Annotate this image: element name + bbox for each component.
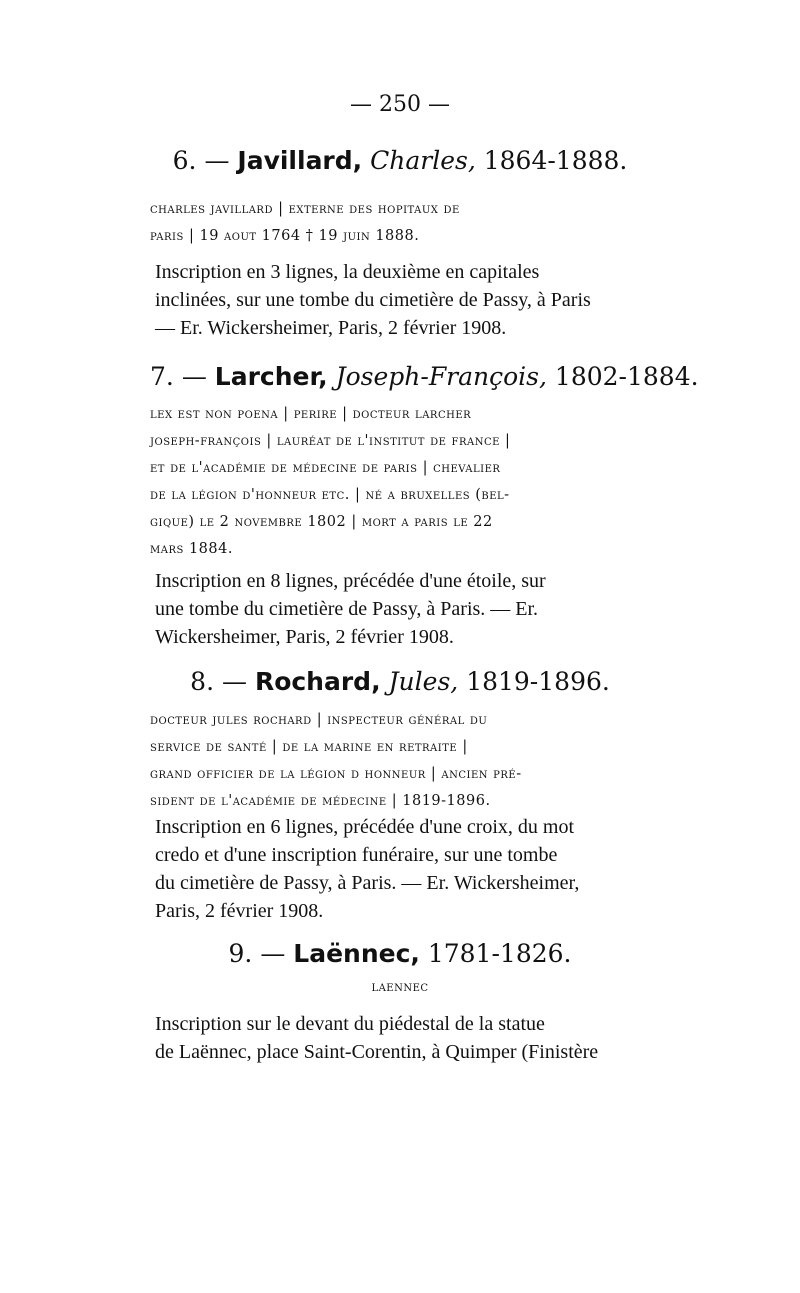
- entry-dash: —: [221, 667, 247, 696]
- note-6: [155, 258, 647, 342]
- note-7: [155, 567, 647, 651]
- entry-firstname: Joseph-François,: [335, 362, 547, 391]
- inscription-line: laennec: [371, 979, 429, 995]
- note-line: du cimetière de Passy, à Paris. — Er. Wickersheimer,: [155, 872, 580, 894]
- entry-dates: 1802-1884.: [554, 362, 699, 391]
- entry-heading-6: [150, 146, 650, 175]
- note-8: [155, 813, 647, 925]
- note-line: Inscription en 6 lignes, précédée d'une croix, du mot: [155, 816, 575, 838]
- note-9: [155, 1010, 647, 1066]
- entry-dates: 1781-1826.: [427, 939, 572, 968]
- inscription-line: grand officier de la légion d honneur | ancien pré-: [150, 766, 522, 782]
- note-line: credo et d'une inscription funéraire, sur une tombe: [155, 844, 558, 866]
- entry-number: 9.: [228, 939, 253, 968]
- page-number: — 250 —: [350, 92, 450, 117]
- entry-firstname: Jules,: [388, 667, 459, 696]
- inscription-line: et de l'académie de médecine de paris | chevalier: [150, 460, 501, 476]
- entry-number: 8.: [190, 667, 215, 696]
- note-line: une tombe du cimetière de Passy, à Paris. — Er.: [155, 598, 539, 620]
- note-line: Inscription en 3 lignes, la deuxième en capitales: [155, 261, 540, 283]
- inscription-7: [150, 401, 650, 563]
- inscription-9: [150, 974, 650, 1001]
- inscription-line: mars 1884.: [150, 541, 233, 557]
- inscription-line: joseph-françois | lauréat de l'institut de france |: [150, 433, 511, 449]
- entry-dash: —: [260, 939, 286, 968]
- inscription-line: lex est non poena | perire | docteur larcher: [150, 406, 472, 422]
- entry-surname: Larcher,: [214, 362, 328, 391]
- inscription-line: paris | 19 aout 1764 † 19 juin 1888.: [150, 228, 420, 244]
- entry-heading-7: [150, 362, 699, 391]
- inscription-line: sident de l'académie de médecine | 1819-1896.: [150, 793, 491, 809]
- entry-surname: Rochard,: [254, 667, 381, 696]
- inscription-line: charles javillard | externe des hopitaux de: [150, 201, 460, 217]
- entry-surname: Javillard,: [237, 146, 363, 175]
- entry-heading-9: [150, 939, 650, 968]
- inscription-line: docteur jules rochard | inspecteur général du: [150, 712, 488, 728]
- inscription-6: [150, 196, 650, 250]
- inscription-line: service de santé | de la marine en retraite |: [150, 739, 468, 755]
- entry-firstname: Charles,: [370, 146, 476, 175]
- note-line: Paris, 2 février 1908.: [155, 900, 324, 922]
- note-line: de Laënnec, place Saint-Corentin, à Quimper (Finistère: [155, 1041, 599, 1063]
- entry-dates: 1819-1896.: [466, 667, 610, 696]
- note-line: Inscription en 8 lignes, précédée d'une étoile, sur: [155, 570, 546, 592]
- note-line: inclinées, sur une tombe du cimetière de Passy, à Paris: [155, 289, 591, 311]
- inscription-line: gique) le 2 novembre 1802 | mort a paris le 22: [150, 514, 493, 530]
- note-line: Wickersheimer, Paris, 2 février 1908.: [155, 626, 454, 648]
- inscription-8: [150, 707, 650, 815]
- entry-number: 6.: [172, 146, 197, 175]
- entry-dates: 1864-1888.: [483, 146, 628, 175]
- entry-number: 7.: [150, 362, 174, 391]
- entry-dash: —: [181, 362, 207, 391]
- note-line: Inscription sur le devant du piédestal de la statue: [155, 1013, 545, 1035]
- entry-heading-8: [150, 667, 650, 696]
- inscription-line: de la légion d'honneur etc. | né a bruxelles (bel-: [150, 487, 510, 503]
- note-line: — Er. Wickersheimer, Paris, 2 février 1908.: [155, 317, 507, 339]
- entry-surname: Laënnec,: [293, 939, 420, 968]
- entry-dash: —: [204, 146, 230, 175]
